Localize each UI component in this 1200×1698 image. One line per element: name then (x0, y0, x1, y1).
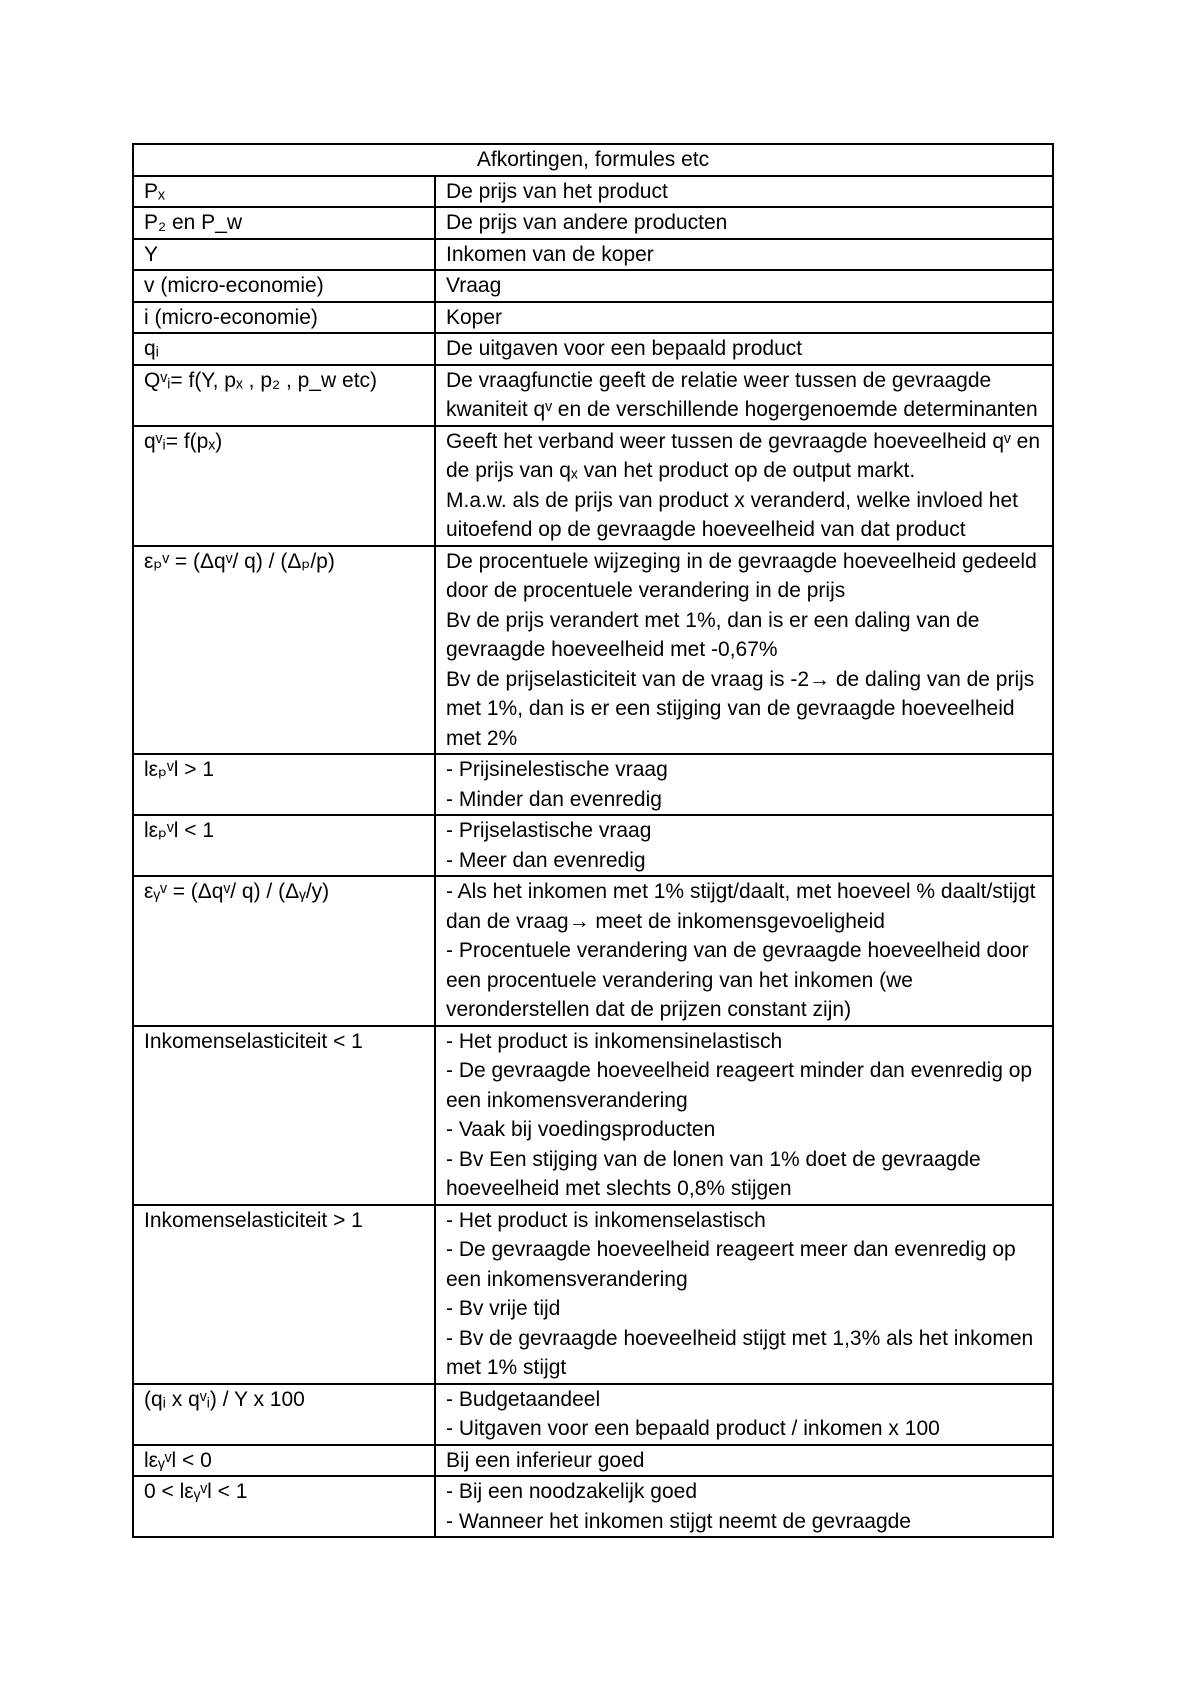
term-cell: Pₓ (133, 176, 435, 208)
table-row (133, 754, 1053, 815)
table-row (133, 1205, 1053, 1384)
definition-line: - De gevraagde hoeveelheid reageert meer dan evenredig op een inkomensverandering (446, 1238, 1016, 1291)
definition-line: - Als het inkomen met 1% stijgt/daalt, met hoeveel % daalt/stijgt dan de vraag→ meet de inkomensgevoeligheid (446, 880, 1036, 933)
definition-cell (435, 207, 1053, 239)
definition-line: De procentuele wijzeging in de gevraagde hoeveelheid gedeeld door de procentuele verandering in de prijs (446, 549, 1037, 602)
definition-line: Bv de prijs verandert met 1%, dan is er een daling van de gevraagde hoeveelheid met -0,67% (446, 608, 980, 661)
table-row (133, 365, 1053, 426)
table-row (133, 176, 1053, 208)
definition-line: - Prijselastische vraag (446, 819, 652, 842)
definition-line: Bv de prijselasticiteit van de vraag is -2→ de daling van de prijs met 1%, dan is er een stijging van de gevraagde hoeveelheid met 2% (446, 667, 1035, 750)
definition-line: Bij een inferieur goed (446, 1448, 645, 1472)
table-row (133, 546, 1053, 755)
abbreviations-table (132, 143, 1054, 1538)
term-cell: qᵢ (133, 333, 435, 365)
table-row (133, 207, 1053, 239)
table-row (133, 426, 1053, 546)
definition-cell (435, 876, 1053, 1026)
definition-cell (435, 270, 1053, 302)
term-cell: Qᵛᵢ= f(Y, pₓ , p₂ , p_w etc) (133, 365, 435, 426)
definition-line: De prijs van het product (446, 179, 668, 203)
term-cell: εₚᵛ = (Δqᵛ/ q) / (Δₚ/p) (133, 546, 435, 755)
definition-cell (435, 546, 1053, 755)
definition-line: - Prijsinelestische vraag (446, 758, 668, 781)
term-cell: 0 < lεᵧᵛl < 1 (133, 1476, 435, 1537)
definition-line: - Budgetaandeel (446, 1387, 601, 1411)
definition-line: - Uitgaven voor een bepaald product / inkomen x 100 (446, 1417, 940, 1440)
term-cell: Inkomenselasticiteit > 1 (133, 1205, 435, 1384)
definition-cell (435, 426, 1053, 546)
definition-line: Geeft het verband weer tussen de gevraagde hoeveelheid qᵛ en de prijs van qₓ van het product op de output markt. (446, 429, 1040, 482)
table-row (133, 815, 1053, 876)
definition-line: - Wanneer het inkomen stijgt neemt de gevraagde (446, 1509, 911, 1533)
definition-cell (435, 815, 1053, 876)
definition-line: De uitgaven voor een bepaald product (446, 337, 803, 360)
table-header-row (133, 144, 1053, 176)
table-row (133, 1445, 1053, 1477)
table-row (133, 1476, 1053, 1537)
term-cell: (qᵢ x qᵛᵢ) / Y x 100 (133, 1384, 435, 1445)
term-cell: lεₚᵛl > 1 (133, 754, 435, 815)
definition-line: - Meer dan evenredig (446, 848, 646, 872)
definition-cell (435, 1026, 1053, 1205)
definition-line: - Bv vrije tijd (446, 1297, 561, 1320)
term-cell: Y (133, 239, 435, 271)
term-cell: Inkomenselasticiteit < 1 (133, 1026, 435, 1205)
definition-line: - Het product is inkomensinelastisch (446, 1029, 783, 1053)
table-row (133, 333, 1053, 365)
definition-line: - Bv Een stijging van de lonen van 1% doet de gevraagde hoeveelheid met slechts 0,8% stijgen (446, 1147, 981, 1200)
definition-line: - Het product is inkomenselastisch (446, 1208, 766, 1232)
definition-cell (435, 333, 1053, 365)
definition-cell (435, 1384, 1053, 1445)
table-row (133, 270, 1053, 302)
definition-cell (435, 302, 1053, 334)
table-row (133, 876, 1053, 1026)
definition-cell (435, 1476, 1053, 1537)
definition-line: M.a.w. als de prijs van product x veranderd, welke invloed het uitoefend op de gevraagde hoeveelheid van dat product (446, 488, 1018, 541)
definition-line: - Bij een noodzakelijk goed (446, 1480, 697, 1503)
definition-cell (435, 1445, 1053, 1477)
definition-line: - Bv de gevraagde hoeveelheid stijgt met 1,3% als het inkomen met 1% stijgt (446, 1326, 1034, 1379)
definition-cell (435, 176, 1053, 208)
term-cell: P₂ en P_w (133, 207, 435, 239)
term-cell: qᵛᵢ= f(pₓ) (133, 426, 435, 546)
table-title: Afkortingen, formules etc (133, 144, 1053, 176)
definition-line: - Vaak bij voedingsproducten (446, 1118, 716, 1141)
definition-line: De prijs van andere producten (446, 211, 728, 234)
definition-line: De vraagfunctie geeft de relatie weer tussen de gevraagde kwaniteit qᵛ en de verschillende hogergenoemde determinanten (446, 368, 1038, 421)
definition-line: - Minder dan evenredig (446, 787, 662, 811)
term-cell: lεᵧᵛl < 0 (133, 1445, 435, 1477)
definition-line: - De gevraagde hoeveelheid reageert minder dan evenredig op een inkomensverandering (446, 1059, 1033, 1112)
table-row (133, 1026, 1053, 1205)
definition-cell (435, 754, 1053, 815)
definition-line: Inkomen van de koper (446, 242, 654, 266)
definition-cell (435, 239, 1053, 271)
definition-line: - Procentuele verandering van de gevraagde hoeveelheid door een procentuele verandering van het inkomen (we veronderstellen dat de prijzen constant zijn) (446, 939, 1029, 1021)
definition-line: Vraag (446, 274, 502, 297)
term-cell: εᵧᵛ = (Δqᵛ/ q) / (Δᵧ/y) (133, 876, 435, 1026)
table-row (133, 1384, 1053, 1445)
table-row (133, 302, 1053, 334)
term-cell: v (micro-economie) (133, 270, 435, 302)
term-cell: lεₚᵛl < 1 (133, 815, 435, 876)
term-cell: i (micro-economie) (133, 302, 435, 334)
definition-line: Koper (446, 305, 503, 329)
definition-cell (435, 1205, 1053, 1384)
table-row (133, 239, 1053, 271)
definition-cell (435, 365, 1053, 426)
